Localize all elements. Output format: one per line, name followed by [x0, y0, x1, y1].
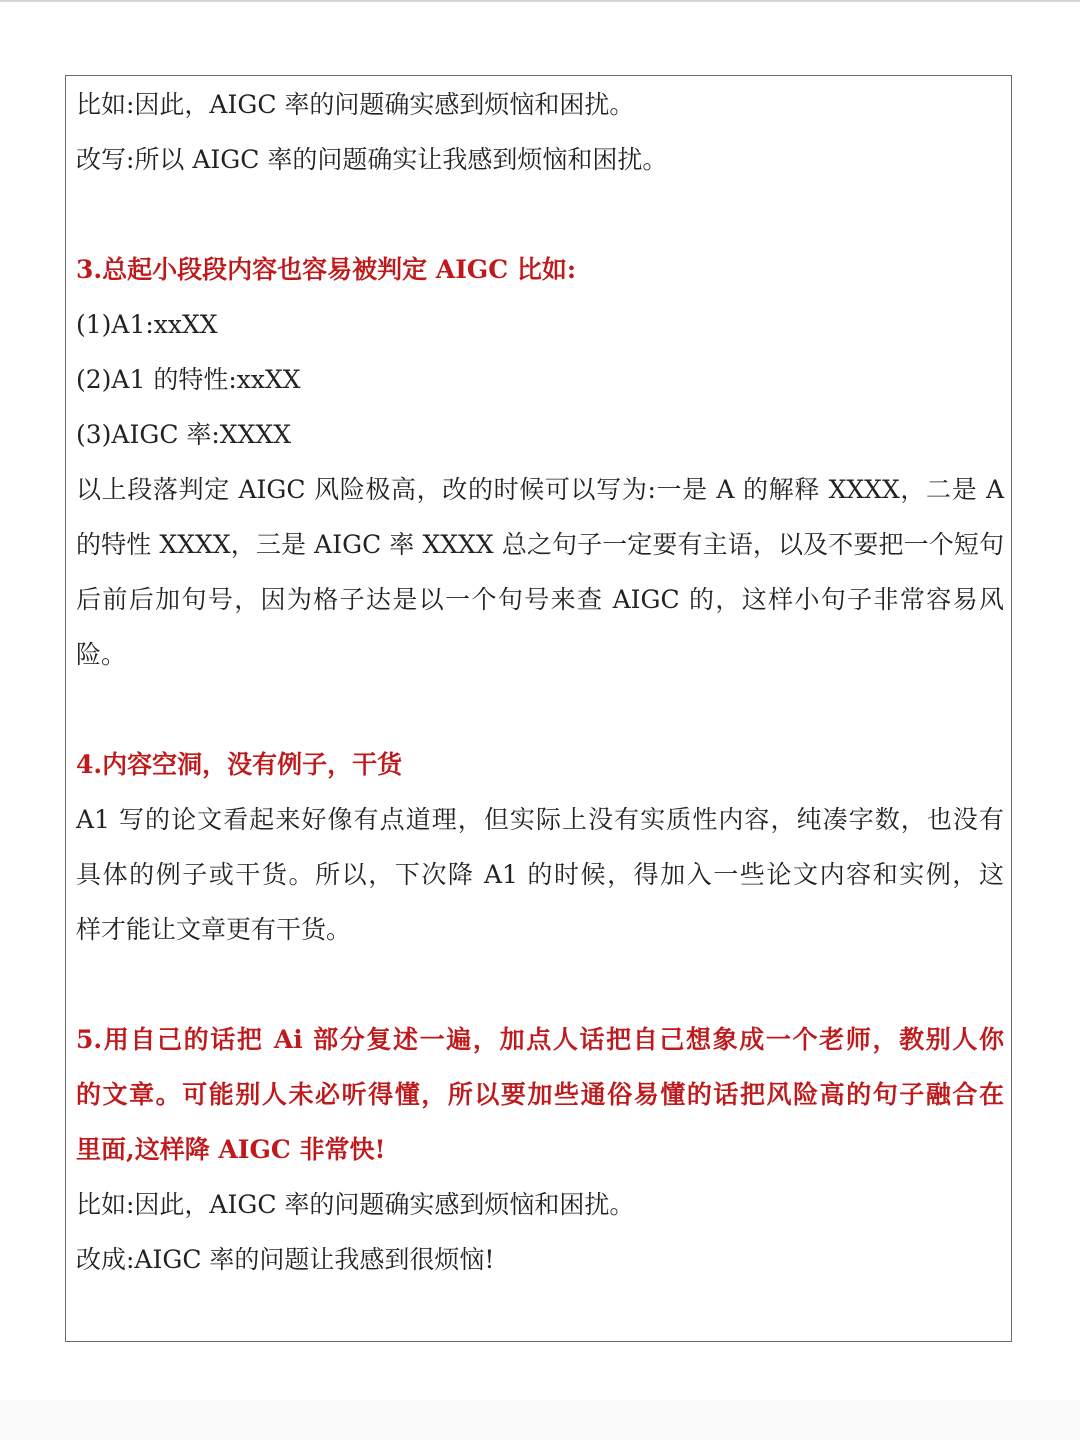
list-item: (1)A1:xxXX: [76, 310, 218, 339]
list-item: (2)A1 的特性:xxXX: [76, 365, 301, 394]
rewrite-sentence: 改成:AIGC 率的问题让我感到很烦恼!: [76, 1245, 495, 1274]
section-3-paragraph-line: 的特性 XXXX，三是 AIGC 率 XXXX 总之句子一定要有主语，以及不要把一个短句: [76, 530, 1004, 559]
section-5-heading-line: 里面,这样降 AIGC 非常快!: [76, 1135, 386, 1164]
section-3-paragraph-line: 以上段落判定 AIGC 风险极高，改的时候可以写为:一是 A 的解释 XXXX，二是 A: [76, 475, 1004, 504]
list-item: (3)AIGC 率:XXXX: [76, 420, 292, 449]
rewrite-sentence: 改写:所以 AIGC 率的问题确实让我感到烦恼和困扰。: [76, 145, 668, 174]
section-5-heading-line: 的文章。可能别人未必听得懂，所以要加些通俗易懂的话把风险高的句子融合在: [76, 1080, 1004, 1109]
section-4-paragraph-line: 样才能让文章更有干货。: [76, 915, 352, 944]
section-3-paragraph-line: 险。: [76, 640, 127, 669]
section-4-paragraph-line: 具体的例子或干货。所以，下次降 A1 的时候，得加入一些论文内容和实例，这: [76, 860, 1004, 889]
section-3-heading: 3.总起小段段内容也容易被判定 AIGC 比如:: [76, 255, 577, 284]
top-divider: [0, 0, 1080, 2]
section-3-paragraph-line: 后前后加句号，因为格子达是以一个句号来查 AIGC 的，这样小句子非常容易风: [76, 585, 1004, 614]
example-sentence: 比如:因此，AIGC 率的问题确实感到烦恼和困扰。: [76, 90, 635, 119]
section-4-heading: 4.内容空洞，没有例子，干货: [76, 750, 403, 779]
example-sentence: 比如:因此，AIGC 率的问题确实感到烦恼和困扰。: [76, 1190, 635, 1219]
section-5-heading-line: 5.用自己的话把 Ai 部分复述一遍，加点人话把自己想象成一个老师，教别人你: [76, 1025, 1004, 1054]
page-footer-strip: [0, 1400, 1080, 1440]
section-4-paragraph-line: A1 写的论文看起来好像有点道理，但实际上没有实质性内容，纯凑字数，也没有: [76, 805, 1004, 834]
